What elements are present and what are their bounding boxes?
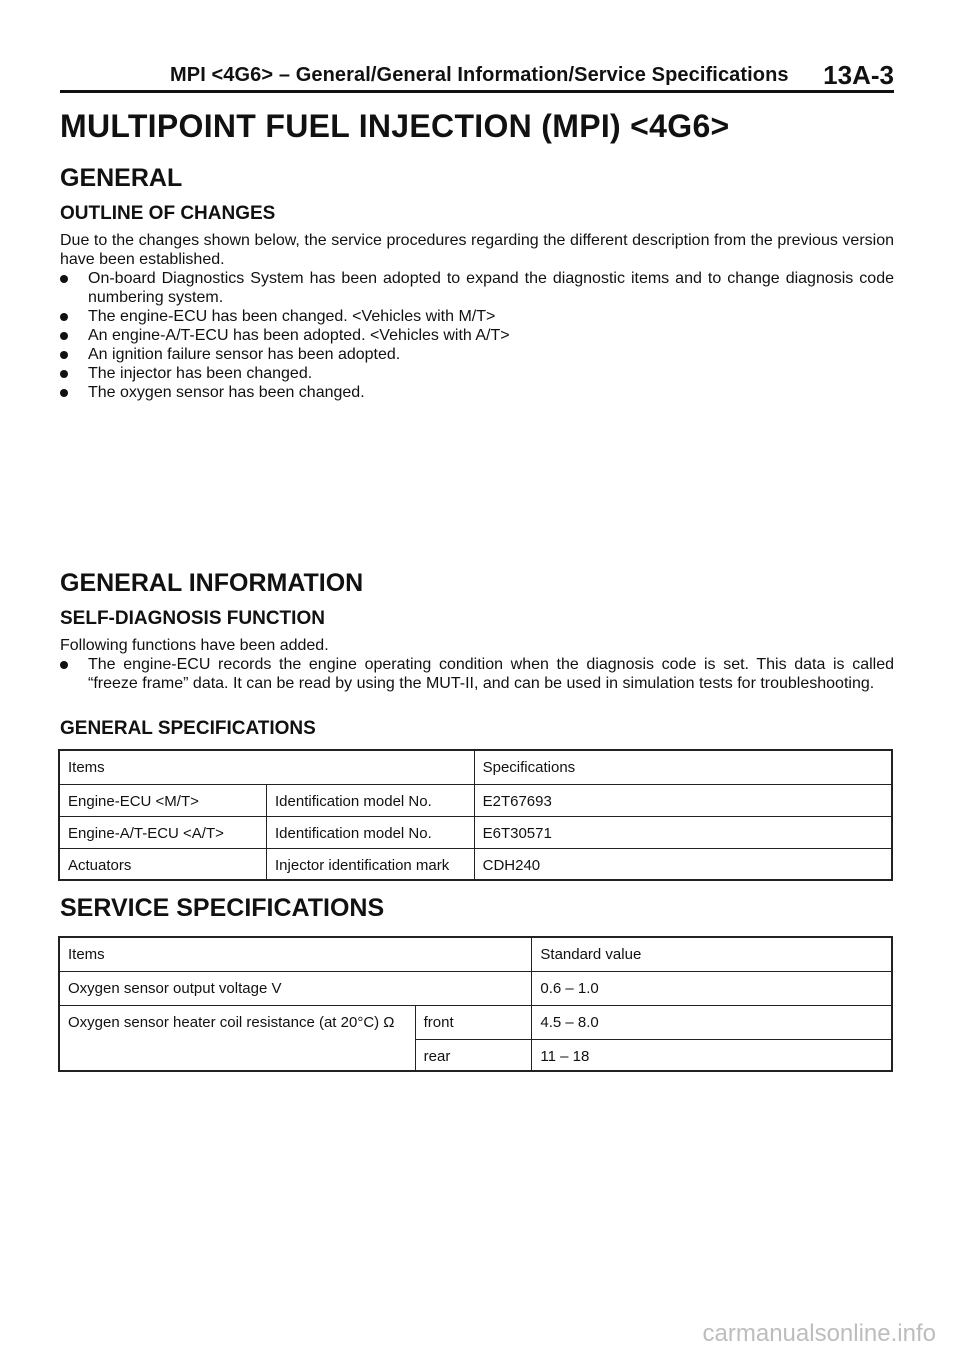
table-row [59, 848, 892, 880]
bullet-icon [60, 389, 68, 397]
outline-of-changes-heading: OUTLINE OF CHANGES [60, 203, 276, 224]
watermark: carmanualsonline.info [702, 1320, 936, 1347]
table-cell: Engine-A/T-ECU <A/T> [59, 816, 267, 848]
table-row [59, 971, 892, 1005]
table-cell: Actuators [59, 848, 267, 880]
service-specifications-table [58, 936, 893, 1072]
bullet-icon [60, 351, 68, 359]
header-cell: Standard value [532, 937, 892, 971]
header-cell: Specifications [474, 750, 892, 784]
self-diagnosis-heading: SELF-DIAGNOSIS FUNCTION [60, 608, 325, 629]
bullet-icon [60, 370, 68, 378]
table-row [59, 816, 892, 848]
list-item: The oxygen sensor has been changed. [60, 383, 894, 402]
general-specifications-table [58, 749, 893, 881]
table-cell: CDH240 [474, 848, 892, 880]
bullet-icon [60, 313, 68, 321]
table-cell: E6T30571 [474, 816, 892, 848]
table-row [59, 1005, 892, 1039]
bullet-icon [60, 661, 68, 669]
list-item: The engine-ECU has been changed. <Vehicles with M/T> [60, 307, 894, 326]
header-rule [60, 90, 894, 93]
list-item: An engine-A/T-ECU has been adopted. <Vehicles with A/T> [60, 326, 894, 345]
list-item: On-board Diagnostics System has been adopted to expand the diagnostic items and to change diagnosis code numbering system. [60, 269, 894, 307]
table-row [59, 784, 892, 816]
list-item: An ignition failure sensor has been adopted. [60, 345, 894, 364]
table-cell: Engine-ECU <M/T> [59, 784, 267, 816]
self-diagnosis-bullet-list [60, 655, 894, 693]
running-header-title: MPI <4G6> – General/General Information/Service Specifications [170, 64, 789, 86]
header-cell: Items [59, 750, 474, 784]
page-title: MULTIPOINT FUEL INJECTION (MPI) <4G6> [60, 108, 730, 144]
table-cell: 0.6 – 1.0 [532, 971, 892, 1005]
table-header-row [59, 750, 892, 784]
table-cell: Identification model No. [267, 784, 475, 816]
table-cell: Identification model No. [267, 816, 475, 848]
header-cell: Items [59, 937, 532, 971]
list-item: The injector has been changed. [60, 364, 894, 383]
table-cell: E2T67693 [474, 784, 892, 816]
table-cell: 4.5 – 8.0 [532, 1005, 892, 1039]
self-diagnosis-intro: Following functions have been added. [60, 637, 329, 654]
outline-intro: Due to the changes shown below, the service procedures regarding the different description from the previous version have been established. [60, 232, 894, 268]
table-cell: rear [415, 1039, 532, 1071]
general-heading: GENERAL [60, 164, 183, 192]
table-cell: 11 – 18 [532, 1039, 892, 1071]
list-item: The engine-ECU records the engine operating condition when the diagnosis code is set. This data is called “freeze frame” data. It can be read by using the MUT-II, and can be used in simulation tests for troubleshooting. [60, 655, 894, 693]
table-cell: front [415, 1005, 532, 1039]
service-specifications-heading: SERVICE SPECIFICATIONS [60, 894, 385, 922]
general-specifications-heading: GENERAL SPECIFICATIONS [60, 718, 316, 739]
table-cell: Oxygen sensor output voltage V [59, 971, 532, 1005]
bullet-icon [60, 275, 68, 283]
table-cell: Injector identification mark [267, 848, 475, 880]
bullet-icon [60, 332, 68, 340]
page-number: 13A-3 [823, 60, 894, 90]
outline-bullet-list [60, 269, 894, 402]
general-information-heading: GENERAL INFORMATION [60, 569, 364, 597]
table-cell: Oxygen sensor heater coil resistance (at 20°C) Ω [59, 1005, 415, 1071]
table-header-row [59, 937, 892, 971]
